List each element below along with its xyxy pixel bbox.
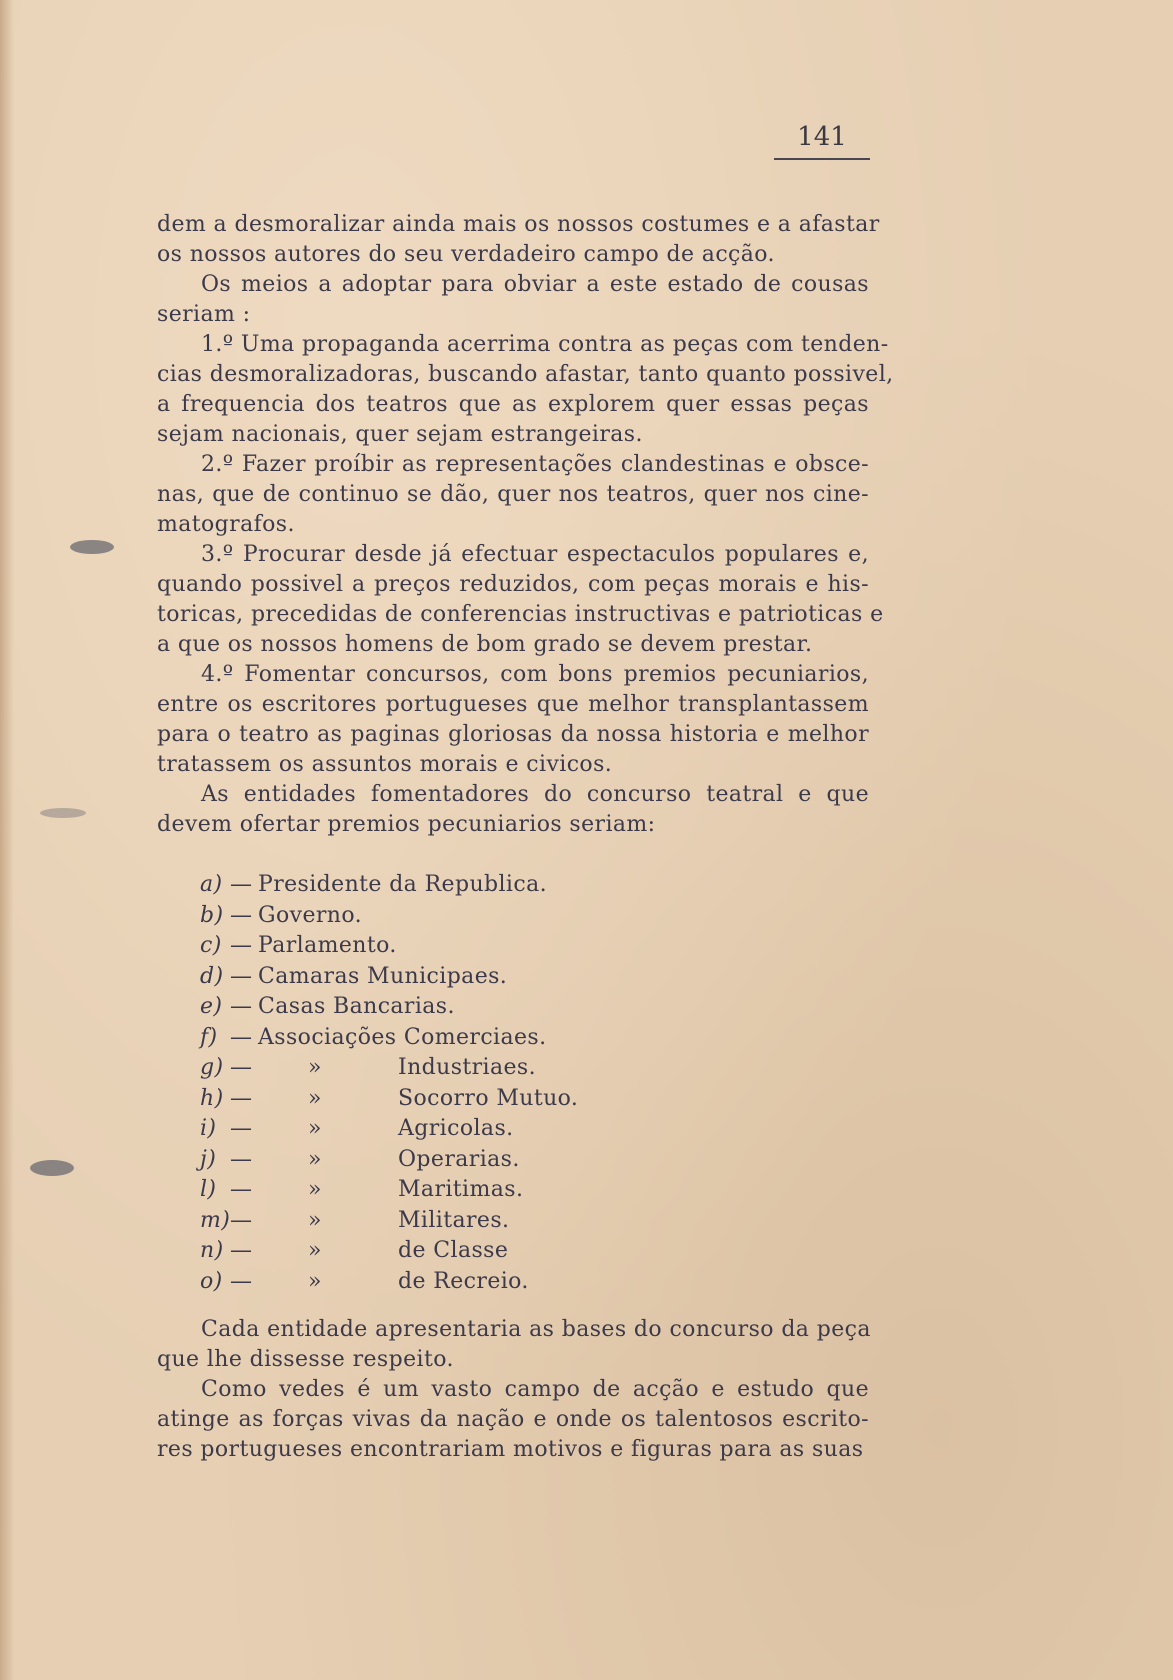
text-line: a frequencia dos teatros que as explorem quer essas peças: [157, 392, 869, 417]
list-item-letter: e): [200, 994, 223, 1019]
list-item-dash: —: [230, 933, 253, 958]
text-line: 1.º Uma propaganda acerrima contra as peças com tenden-: [201, 332, 889, 357]
list-item: [200, 1236, 660, 1267]
list-item-letter: j): [200, 1146, 217, 1172]
list-item: [200, 992, 660, 1023]
text-line: nas, que de continuo se dão, quer nos teatros, quer nos cine-: [157, 482, 869, 507]
text-line: Os meios a adoptar para obviar a este estado de cousas: [201, 272, 869, 297]
paragraph: [157, 1315, 869, 1375]
text-line: 3.º Procurar desde já efectuar espectaculos populares e,: [201, 542, 869, 567]
list-item-dash: —: [230, 1238, 253, 1263]
text-line: quando possivel a preços reduzidos, com peças morais e his-: [157, 572, 869, 597]
text-line: sejam nacionais, quer sejam estrangeiras.: [157, 422, 643, 447]
text-line: a que os nossos homens de bom grado se devem prestar.: [157, 632, 813, 657]
paragraph: [157, 540, 884, 660]
list-item-letter: h): [200, 1085, 224, 1111]
entity-list: [200, 870, 660, 1297]
paragraph: [157, 1375, 869, 1465]
ditto-mark: »: [308, 1146, 322, 1172]
ditto-mark: »: [308, 1238, 322, 1263]
list-item-dash: —: [230, 872, 253, 897]
list-item-letter: n): [200, 1238, 224, 1263]
text-line: dem a desmoralizar ainda mais os nossos costumes e a afastar: [157, 212, 880, 237]
body-text-top: [157, 210, 894, 840]
text-line: devem ofertar premios pecuniarios seriam:: [157, 812, 656, 837]
text-line: As entidades fomentadores do concurso teatral e que: [201, 782, 869, 807]
list-item-dash: —: [230, 1085, 253, 1111]
paragraph: [157, 330, 894, 450]
list-item-text: Associações Comerciaes.: [258, 1024, 547, 1050]
list-item-letter: c): [200, 933, 222, 958]
text-line: para o teatro as paginas gloriosas da nossa historia e melhor: [157, 722, 869, 747]
text-line: que lhe dissesse respeito.: [157, 1347, 454, 1372]
list-item-text: Agricolas.: [398, 1116, 514, 1141]
list-item-dash: —: [230, 963, 253, 989]
page-number-rule: [774, 158, 870, 160]
text-line: cias desmoralizadoras, buscando afastar, tanto quanto possivel,: [157, 362, 894, 387]
list-item: [200, 1206, 660, 1237]
list-item-text: Industriaes.: [398, 1055, 537, 1080]
text-line: tratassem os assuntos morais e civicos.: [157, 752, 613, 777]
paragraph: [157, 270, 869, 330]
list-item: [200, 1175, 660, 1206]
text-line: toricas, precedidas de conferencias instructivas e patrioticas e: [157, 602, 884, 627]
ditto-mark: »: [308, 1177, 322, 1202]
margin-stain: [70, 540, 114, 554]
list-item-text: Casas Bancarias.: [258, 994, 455, 1019]
list-item-text: de Classe: [398, 1238, 509, 1263]
list-item-text: de Recreio.: [398, 1268, 529, 1294]
ditto-mark: »: [308, 1207, 322, 1233]
ditto-mark: »: [308, 1116, 322, 1141]
text-line: os nossos autores do seu verdadeiro campo de acção.: [157, 242, 775, 267]
list-item-dash: —: [230, 1116, 253, 1141]
list-item-letter: i): [200, 1116, 217, 1141]
page-edge-shadow: [0, 0, 14, 1680]
list-item-text: Maritimas.: [398, 1177, 524, 1202]
list-item: [200, 870, 660, 901]
list-item-text: Militares.: [398, 1207, 510, 1233]
list-item-dash: —: [230, 1207, 253, 1233]
list-item-letter: o): [200, 1268, 223, 1294]
text-line: 2.º Fazer proíbir as representações clandestinas e obsce-: [201, 452, 869, 477]
list-item-text: Governo.: [258, 902, 363, 928]
list-item-dash: —: [230, 994, 253, 1019]
list-item-text: Operarias.: [398, 1146, 520, 1172]
list-item-text: Presidente da Republica.: [258, 872, 548, 897]
ditto-mark: »: [308, 1085, 322, 1111]
list-item: [200, 931, 660, 962]
text-line: matografos.: [157, 512, 295, 537]
list-item: [200, 1267, 660, 1298]
list-item-letter: m): [200, 1207, 231, 1233]
ditto-mark: »: [308, 1268, 322, 1294]
paragraph: [157, 660, 869, 780]
text-line: seriam :: [157, 302, 251, 327]
paragraph: [157, 450, 869, 540]
list-item: [200, 1145, 660, 1176]
list-item: [200, 962, 660, 993]
list-item-letter: b): [200, 902, 224, 928]
text-line: res portugueses encontrariam motivos e figuras para as suas: [157, 1437, 864, 1462]
list-item-dash: —: [230, 1177, 253, 1202]
text-line: 4.º Fomentar concursos, com bons premios pecuniarios,: [201, 662, 869, 687]
list-item-text: Socorro Mutuo.: [398, 1085, 579, 1111]
page-number: 141: [797, 122, 847, 152]
paragraph: [157, 780, 869, 840]
list-item: [200, 901, 660, 932]
list-item: [200, 1084, 660, 1115]
paragraph: [157, 210, 880, 270]
text-line: Cada entidade apresentaria as bases do concurso da peça: [201, 1317, 871, 1342]
text-line: atinge as forças vivas da nação e onde os talentosos escrito-: [157, 1407, 869, 1432]
list-item: [200, 1023, 660, 1054]
list-item-text: Parlamento.: [258, 933, 397, 958]
list-item-dash: —: [230, 1268, 253, 1294]
text-line: entre os escritores portugueses que melhor transplantassem: [157, 692, 869, 717]
margin-stain: [40, 808, 86, 818]
list-item-dash: —: [230, 902, 253, 928]
margin-stain: [30, 1160, 74, 1176]
list-item-dash: —: [230, 1024, 253, 1050]
list-item-dash: —: [230, 1055, 253, 1080]
list-item: [200, 1053, 660, 1084]
list-item-letter: l): [200, 1177, 217, 1202]
list-item-letter: g): [200, 1055, 224, 1080]
ditto-mark: »: [308, 1055, 322, 1080]
list-item: [200, 1114, 660, 1145]
list-item-text: Camaras Municipaes.: [258, 963, 508, 989]
list-item-dash: —: [230, 1146, 253, 1172]
list-item-letter: a): [200, 872, 223, 897]
list-item-letter: f): [200, 1024, 218, 1050]
text-line: Como vedes é um vasto campo de acção e estudo que: [201, 1377, 869, 1402]
list-item-letter: d): [200, 963, 224, 989]
body-text-bottom: [157, 1315, 869, 1465]
